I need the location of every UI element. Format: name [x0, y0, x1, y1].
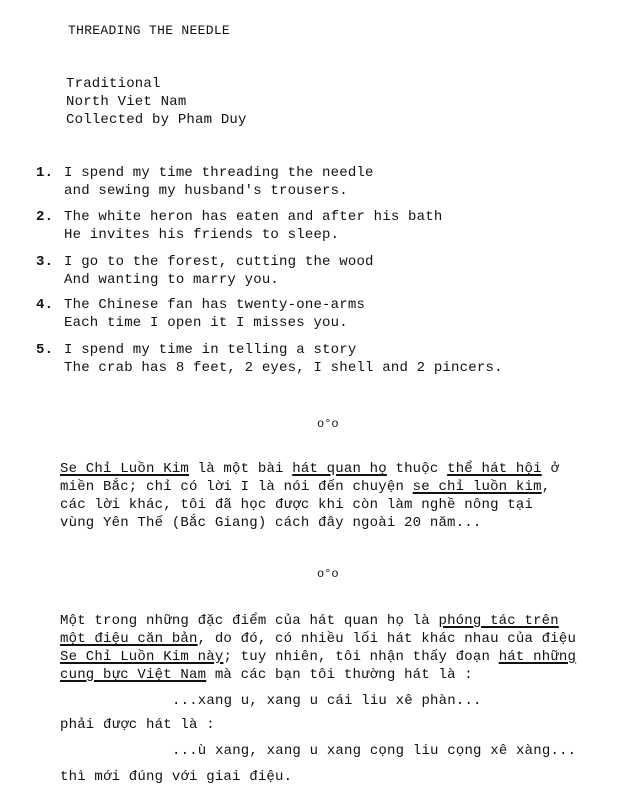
verse-number: 4. — [36, 297, 54, 313]
verse-line: The crab has 8 feet, 2 eyes, I shell and 2 pincers. — [64, 360, 503, 376]
verse-number: 5. — [36, 342, 54, 358]
verse-line: The white heron has eaten and after his bath — [64, 209, 443, 225]
verse-line: He invites his friends to sleep. — [64, 227, 340, 243]
note1-line: miền Bắc; chỉ có lời I là nói đến chuyện se chỉ luồn kim, — [60, 479, 551, 495]
song-title: THREADING THE NEEDLE — [68, 23, 231, 38]
note2-line: Se Chỉ Luồn Kim này; tuy nhiên, tôi nhận thấy đoạn hát những — [60, 649, 577, 665]
verse-line: I spend my time in telling a story — [64, 342, 357, 358]
verse-line: I go to the forest, cutting the wood — [64, 254, 374, 270]
note1-line: vùng Yên Thế (Bắc Giang) cách đây ngoài 20 năm... — [60, 515, 482, 531]
section-separator: o°o — [317, 567, 339, 581]
note2-line: một điệu căn bản, do đó, có nhiều lối hát khác nhau của điệu — [60, 631, 577, 647]
verse-line: And wanting to marry you. — [64, 272, 280, 288]
verse-line: Each time I open it I misses you. — [64, 315, 348, 331]
note1-line: Se Chỉ Luồn Kim là một bài hát quan họ thuộc thể hát hội ở — [60, 461, 559, 477]
verse-line: The Chinese fan has twenty-one-arms — [64, 297, 366, 313]
attribution-tradition: Traditional — [66, 76, 161, 92]
note2-line: thì mới đúng với giai điệu. — [60, 769, 293, 785]
verse-number: 3. — [36, 254, 54, 270]
verse-number: 2. — [36, 209, 54, 225]
note2-line: phải được hát là : — [60, 717, 215, 733]
note2-melody-correct: ...ù xang, xang u xang cọng liu cọng xê xàng... — [172, 743, 577, 759]
note2-line: Một trong những đặc điểm của hát quan họ là phóng tác trên — [60, 613, 559, 629]
verse-number: 1. — [36, 165, 54, 181]
verse-line: I spend my time threading the needle — [64, 165, 374, 181]
attribution-region: North Viet Nam — [66, 94, 187, 110]
note1-line: các lời khác, tôi đã học được khi còn làm nghề nông tại — [60, 497, 534, 513]
attribution-collector: Collected by Pham Duy — [66, 112, 247, 128]
verse-line: and sewing my husband's trousers. — [64, 183, 348, 199]
section-separator: o°o — [317, 417, 339, 431]
note2-line: cung bực Việt Nam mà các bạn tôi thường hát là : — [60, 667, 473, 683]
note2-melody-sung: ...xang u, xang u cái liu xê phàn... — [172, 693, 482, 709]
